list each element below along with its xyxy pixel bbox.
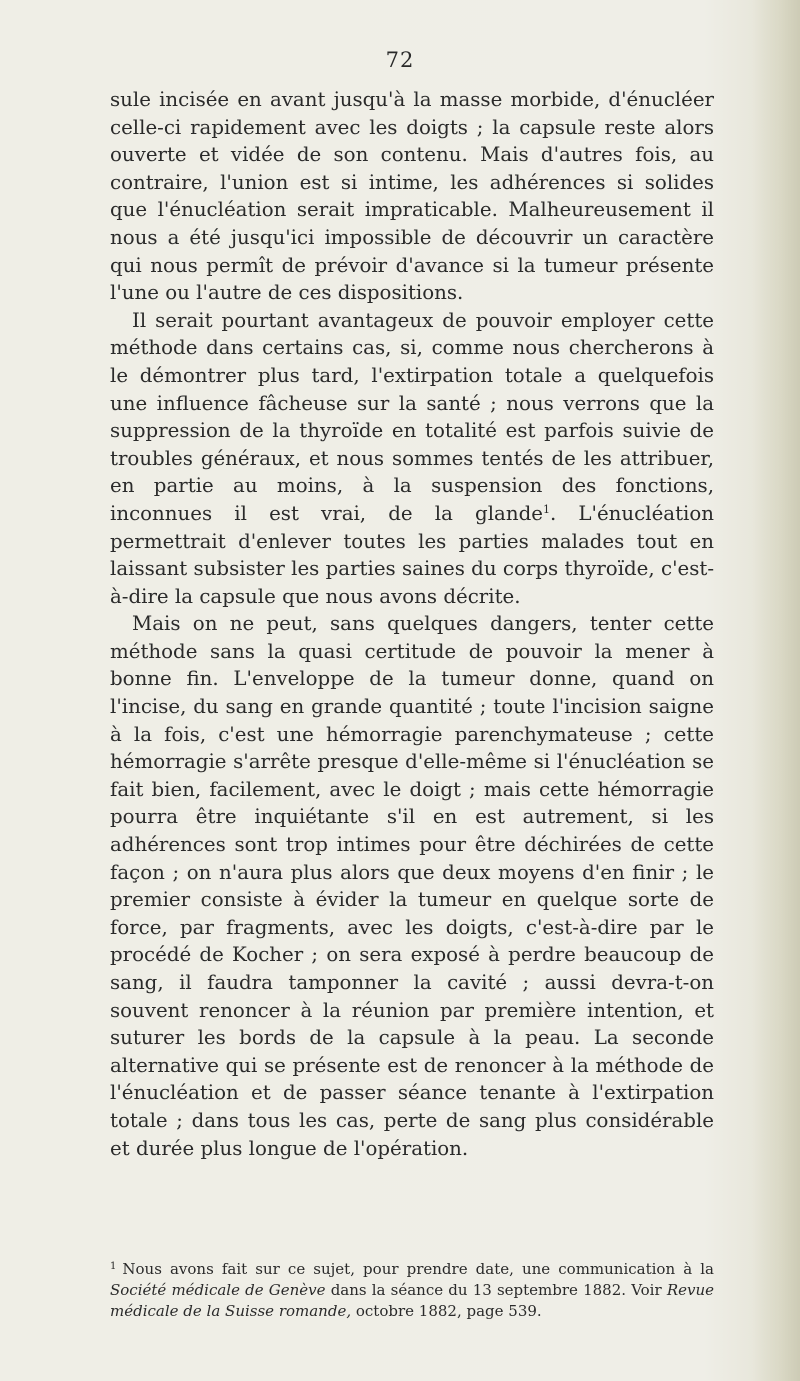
footnote-text: Nous avons fait sur ce sujet, pour prendre date, une communication à la	[122, 1260, 714, 1278]
footnote-marker: 1	[110, 1261, 117, 1272]
main-text	[110, 86, 714, 1162]
footnote-reference[interactable]: 1	[542, 502, 550, 516]
paragraph-text: Il serait pourtant avantageux de pouvoir employer cette méthode dans certains cas, si, comme nous chercherons à le démontrer plus tard, l'extirpation totale a quelquefois une influence fâcheuse sur la santé ; nous verrons que la suppression de la thyroïde en totalité est parfois suivie de troubles généraux, et nous sommes tentés de les attribuer, en partie au moins, à la suspension des fonctions, inconnues il est vrai, de la glande	[110, 308, 714, 525]
footnote-text: octobre 1882, page 539.	[351, 1302, 542, 1320]
footnote-society: Société médicale de Genève	[110, 1281, 326, 1299]
paragraph: Mais on ne peut, sans quelques dangers, tenter cette méthode sans la quasi certitude de pouvoir la mener à bonne fin. L'enveloppe de la tumeur donne, quand on l'incise, du sang en grande quantité ; toute l'incision saigne à la fois, c'est une hémorragie parenchymateuse ; cette hémorragie s'arrête presque d'elle-même si l'énucléation se fait bien, facilement, avec le doigt ; mais cette hémorragie pourra être inquiétante s'il en est autrement, si les adhérences sont trop intimes pour être déchirées de cette façon ; on n'aura plus alors que deux moyens d'en finir ; le premier consiste à évider la tumeur en quelque sorte de force, par fragments, avec les doigts, c'est-à-dire par le procédé de Kocher ; on sera exposé à perdre beaucoup de sang, il faudra tamponner la cavité ; aussi devra-t-on souvent renoncer à la réunion par première intention, et suturer les bords de la capsule à la peau. La seconde alternative qui se présente est de renoncer à la méthode de l'énucléation et de passer séance tenante à l'extirpation totale ; dans tous les cas, perte de sang plus considérable et durée plus longue de l'opération.	[110, 612, 714, 1160]
footnote	[110, 1256, 714, 1322]
paragraph-text: . L'énucléation permettrait d'enlever toutes les parties malades tout en laissant subsister les parties saines du corps thyroïde, c'est-à-dire la capsule que nous avons décrite.	[110, 501, 714, 608]
page-number: 72	[385, 48, 415, 72]
footnote-text: dans la séance du 13 septembre 1882. Voir	[325, 1281, 667, 1299]
footnote-journal: Revue médicale de la Suisse romande,	[110, 1281, 714, 1320]
page-edge-shadow	[752, 0, 800, 1381]
paragraph: sule incisée en avant jusqu'à la masse morbide, d'énucléer celle-ci rapidement avec les doigts ; la capsule reste alors ouverte et vidée de son contenu. Mais d'autres fois, au contraire, l'union est si intime, les adhérences si solides que l'énucléation serait impraticable. Malheureusement il nous a été jusqu'ici impossible de découvrir un caractère qui nous permît de prévoir d'avance si la tumeur présente l'une ou l'autre de ces dispositions.	[110, 88, 714, 305]
paragraph	[110, 307, 714, 611]
